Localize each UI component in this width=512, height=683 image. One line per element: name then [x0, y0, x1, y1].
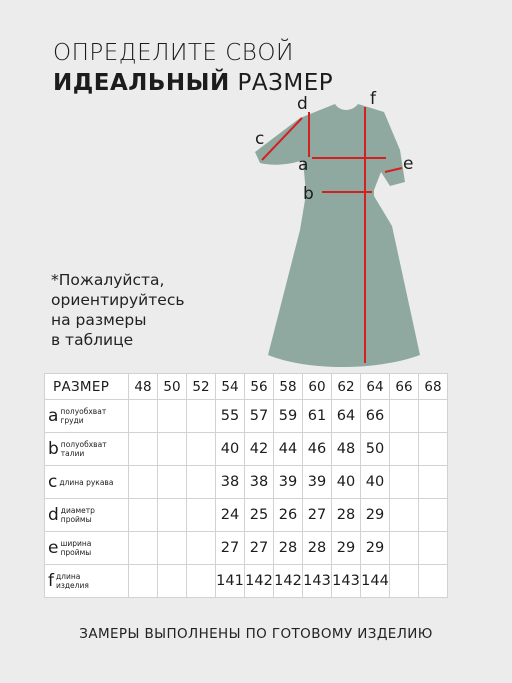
table-cell	[419, 499, 448, 532]
size-header: 52	[187, 374, 216, 400]
table-cell	[419, 400, 448, 433]
size-header: 66	[390, 374, 419, 400]
table-cell: 39	[274, 466, 303, 499]
table-cell	[129, 400, 158, 433]
table-row	[45, 532, 448, 565]
table-cell: 46	[303, 433, 332, 466]
label-f: f	[370, 89, 376, 109]
table-cell	[390, 565, 419, 598]
table-cell: 26	[274, 499, 303, 532]
size-header: 62	[332, 374, 361, 400]
table-cell: 38	[245, 466, 274, 499]
size-header: 64	[361, 374, 390, 400]
table-cell: 27	[303, 499, 332, 532]
size-header: 58	[274, 374, 303, 400]
label-c: c	[255, 129, 265, 149]
measure-letter: f	[48, 571, 54, 591]
size-header: 48	[129, 374, 158, 400]
table-cell: 57	[245, 400, 274, 433]
footer-note: ЗАМЕРЫ ВЫПОЛНЕНЫ ПО ГОТОВОМУ ИЗДЕЛИЮ	[79, 626, 433, 642]
table-cell	[158, 565, 187, 598]
measure-label	[45, 433, 129, 466]
table-cell	[390, 433, 419, 466]
table-cell: 24	[216, 499, 245, 532]
table-cell: 42	[245, 433, 274, 466]
size-header: 56	[245, 374, 274, 400]
table-cell	[187, 433, 216, 466]
table-cell	[129, 466, 158, 499]
table-cell: 40	[361, 466, 390, 499]
size-table	[44, 373, 448, 598]
table-cell: 142	[245, 565, 274, 598]
table-cell: 28	[332, 499, 361, 532]
size-header: 54	[216, 374, 245, 400]
table-row	[45, 499, 448, 532]
size-header: 68	[419, 374, 448, 400]
table-cell: 144	[361, 565, 390, 598]
note-line: *Пожалуйста,	[51, 271, 165, 289]
label-a: a	[298, 155, 309, 175]
table-cell	[390, 499, 419, 532]
label-e: e	[403, 154, 414, 174]
size-header: 50	[158, 374, 187, 400]
table-cell: 143	[303, 565, 332, 598]
table-cell	[129, 532, 158, 565]
table-cell: 29	[332, 532, 361, 565]
table-cell: 40	[332, 466, 361, 499]
table-cell: 55	[216, 400, 245, 433]
measure-description: диаметр проймы	[60, 506, 95, 524]
table-row	[45, 400, 448, 433]
table-cell	[187, 466, 216, 499]
table-cell: 141	[216, 565, 245, 598]
measure-label	[45, 532, 129, 565]
table-cell: 64	[332, 400, 361, 433]
measure-letter: b	[48, 439, 59, 459]
header-size-label: РАЗМЕР	[45, 374, 129, 400]
title-bold-word: ИДЕАЛЬНЫЙ	[53, 70, 230, 96]
table-cell: 28	[274, 532, 303, 565]
measure-description: ширина проймы	[60, 539, 92, 557]
table-header-row	[45, 374, 448, 400]
table-row	[45, 433, 448, 466]
table-cell: 142	[274, 565, 303, 598]
table-cell: 40	[216, 433, 245, 466]
table-cell	[390, 466, 419, 499]
table-cell	[158, 499, 187, 532]
measure-letter: a	[48, 406, 59, 426]
table-cell: 27	[216, 532, 245, 565]
table-cell	[187, 499, 216, 532]
table-cell	[158, 433, 187, 466]
table-cell: 25	[245, 499, 274, 532]
measure-label	[45, 565, 129, 598]
measure-letter: c	[48, 472, 58, 492]
table-cell	[158, 400, 187, 433]
table-cell	[158, 466, 187, 499]
table-cell: 61	[303, 400, 332, 433]
table-cell: 27	[245, 532, 274, 565]
table-cell	[129, 565, 158, 598]
table-cell	[390, 532, 419, 565]
note-line: ориентируйтесь	[51, 291, 185, 309]
note-line: на размеры	[51, 311, 147, 329]
title-line-1: ОПРЕДЕЛИТЕ СВОЙ	[53, 40, 294, 66]
table-cell: 48	[332, 433, 361, 466]
table-cell	[390, 400, 419, 433]
table-cell: 29	[361, 532, 390, 565]
table-cell	[187, 400, 216, 433]
table-cell	[129, 433, 158, 466]
table-cell	[187, 565, 216, 598]
note	[51, 270, 184, 350]
table-cell	[419, 532, 448, 565]
measure-description: длина рукава	[59, 477, 114, 487]
table-cell: 66	[361, 400, 390, 433]
measure-description: длина изделия	[56, 572, 89, 590]
measure-label	[45, 466, 129, 499]
measure-letter: e	[48, 538, 59, 558]
table-cell: 143	[332, 565, 361, 598]
table-cell: 50	[361, 433, 390, 466]
size-header: 60	[303, 374, 332, 400]
table-cell	[158, 532, 187, 565]
table-cell	[419, 565, 448, 598]
table-cell: 38	[216, 466, 245, 499]
table-cell: 59	[274, 400, 303, 433]
label-b: b	[303, 184, 314, 204]
table-cell	[129, 499, 158, 532]
measure-label	[45, 499, 129, 532]
measure-label	[45, 400, 129, 433]
title-line-2: РАЗМЕР	[237, 70, 334, 96]
table-row	[45, 565, 448, 598]
table-cell: 28	[303, 532, 332, 565]
table-cell: 39	[303, 466, 332, 499]
table-cell: 44	[274, 433, 303, 466]
table-cell	[419, 433, 448, 466]
measure-letter: d	[48, 505, 59, 525]
note-line: в таблице	[51, 331, 134, 349]
table-cell	[419, 466, 448, 499]
table-row	[45, 466, 448, 499]
measure-description: полуобхват груди	[60, 407, 107, 425]
table-cell	[187, 532, 216, 565]
measure-description: полуобхват талии	[60, 440, 107, 458]
table-cell: 29	[361, 499, 390, 532]
dress-silhouette	[255, 104, 420, 367]
label-d: d	[297, 94, 308, 114]
